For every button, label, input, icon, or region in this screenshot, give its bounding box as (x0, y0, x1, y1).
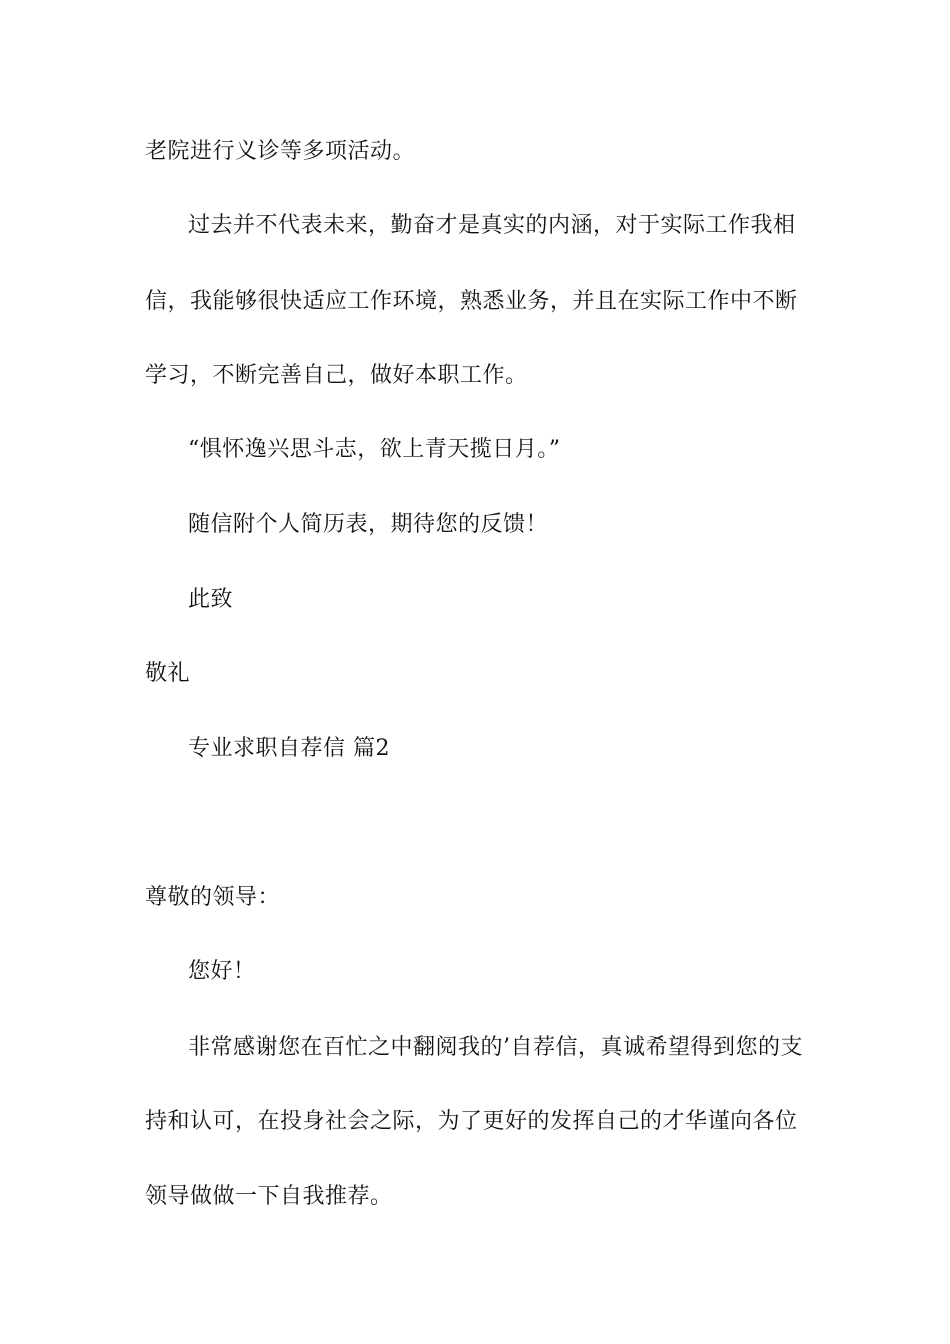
greeting-line: 尊敬的领导： (145, 885, 281, 910)
paragraph-line: 学习，不断完善自己，做好本职工作。 (145, 363, 528, 388)
quote-line: “惧怀逸兴思斗志，欲上青天揽日月。” (188, 437, 561, 462)
paragraph-line: 非常感谢您在百忙之中翻阅我的’自荐信，真诚希望得到您的支 (188, 1035, 803, 1060)
greeting-line: 您好！ (188, 959, 256, 984)
paragraph-line: 持和认可，在投身社会之际，为了更好的发挥自己的才华谨向各位 (145, 1109, 798, 1134)
salutation-line: 敬礼 (145, 661, 191, 686)
paragraph-line: 过去并不代表未来，勤奋才是真实的内涵，对于实际工作我相 (188, 213, 796, 238)
paragraph-line: 信，我能够很快适应工作环境，熟悉业务，并且在实际工作中不断 (145, 289, 798, 314)
paragraph-line: 老院进行义诊等多项活动。 (145, 139, 416, 164)
paragraph-line: 领导做做一下自我推荐。 (145, 1184, 393, 1209)
paragraph-line: 随信附个人简历表，期待您的反馈！ (188, 512, 549, 537)
section-heading: 专业求职自荐信 篇2 (188, 736, 390, 761)
closing-line: 此致 (188, 587, 234, 612)
